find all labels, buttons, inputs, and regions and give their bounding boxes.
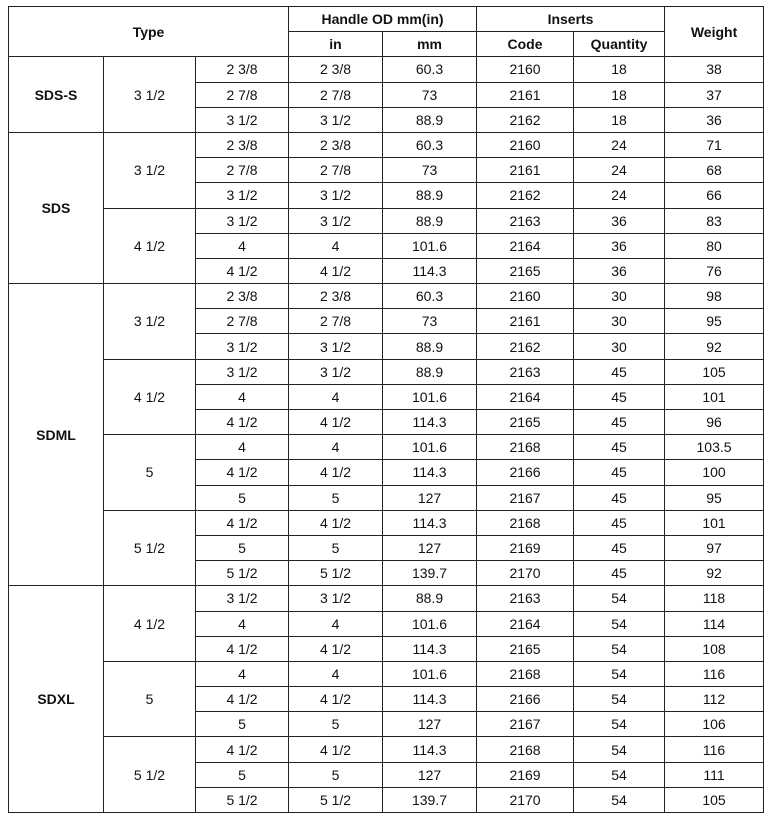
size-cell: 3 1/2 — [104, 57, 196, 133]
code-cell: 2170 — [477, 561, 574, 586]
quantity-cell: 18 — [574, 107, 665, 132]
sub-in-cell: 3 1/2 — [196, 334, 289, 359]
weight-cell: 80 — [665, 233, 764, 258]
weight-cell: 105 — [665, 787, 764, 812]
mm-cell: 114.3 — [383, 636, 477, 661]
mm-cell: 127 — [383, 485, 477, 510]
in-cell: 3 1/2 — [289, 359, 383, 384]
in-cell: 4 — [289, 233, 383, 258]
table-row — [9, 57, 764, 82]
mm-cell: 114.3 — [383, 258, 477, 283]
sub-in-cell: 4 — [196, 233, 289, 258]
mm-cell: 101.6 — [383, 611, 477, 636]
mm-cell: 88.9 — [383, 586, 477, 611]
weight-cell: 116 — [665, 737, 764, 762]
in-cell: 2 7/8 — [289, 309, 383, 334]
sub-in-cell: 4 1/2 — [196, 687, 289, 712]
weight-cell: 71 — [665, 132, 764, 157]
group-name-cell: SDS-S — [9, 57, 104, 133]
code-cell: 2163 — [477, 359, 574, 384]
weight-cell: 96 — [665, 410, 764, 435]
quantity-cell: 36 — [574, 208, 665, 233]
quantity-cell: 45 — [574, 460, 665, 485]
code-cell: 2169 — [477, 535, 574, 560]
quantity-cell: 54 — [574, 611, 665, 636]
in-cell: 2 3/8 — [289, 132, 383, 157]
mm-cell: 60.3 — [383, 132, 477, 157]
table-row — [9, 661, 764, 686]
table-row — [9, 435, 764, 460]
mm-cell: 88.9 — [383, 107, 477, 132]
code-cell: 2165 — [477, 410, 574, 435]
sub-in-cell: 2 7/8 — [196, 309, 289, 334]
in-cell: 5 — [289, 712, 383, 737]
code-cell: 2168 — [477, 435, 574, 460]
table-header — [9, 7, 764, 57]
quantity-cell: 45 — [574, 510, 665, 535]
quantity-cell: 18 — [574, 57, 665, 82]
in-cell: 4 1/2 — [289, 687, 383, 712]
group-name-cell: SDXL — [9, 586, 104, 813]
code-cell: 2166 — [477, 687, 574, 712]
in-cell: 4 — [289, 384, 383, 409]
group-name-cell: SDS — [9, 132, 104, 283]
mm-cell: 127 — [383, 712, 477, 737]
quantity-cell: 45 — [574, 435, 665, 460]
quantity-cell: 36 — [574, 233, 665, 258]
weight-cell: 98 — [665, 284, 764, 309]
mm-cell: 88.9 — [383, 334, 477, 359]
in-cell: 4 1/2 — [289, 258, 383, 283]
weight-cell: 97 — [665, 535, 764, 560]
spec-table — [8, 6, 764, 813]
in-cell: 3 1/2 — [289, 586, 383, 611]
weight-header: Weight — [665, 7, 764, 57]
sub-in-cell: 3 1/2 — [196, 359, 289, 384]
quantity-cell: 45 — [574, 535, 665, 560]
mm-cell: 88.9 — [383, 183, 477, 208]
weight-cell: 92 — [665, 561, 764, 586]
sub-in-cell: 4 1/2 — [196, 737, 289, 762]
in-header: in — [289, 32, 383, 57]
quantity-cell: 54 — [574, 661, 665, 686]
sub-in-cell: 4 — [196, 611, 289, 636]
quantity-cell: 30 — [574, 309, 665, 334]
group-name-cell: SDML — [9, 284, 104, 586]
size-cell: 4 1/2 — [104, 586, 196, 662]
sub-in-cell: 5 1/2 — [196, 787, 289, 812]
sub-in-cell: 4 1/2 — [196, 636, 289, 661]
sub-in-cell: 5 — [196, 762, 289, 787]
weight-cell: 103.5 — [665, 435, 764, 460]
mm-cell: 114.3 — [383, 687, 477, 712]
quantity-cell: 36 — [574, 258, 665, 283]
sub-in-cell: 2 3/8 — [196, 132, 289, 157]
in-cell: 2 3/8 — [289, 284, 383, 309]
code-cell: 2160 — [477, 132, 574, 157]
type-header: Type — [9, 7, 289, 57]
code-cell: 2167 — [477, 712, 574, 737]
weight-cell: 66 — [665, 183, 764, 208]
quantity-cell: 54 — [574, 787, 665, 812]
in-cell: 3 1/2 — [289, 208, 383, 233]
code-cell: 2161 — [477, 309, 574, 334]
weight-cell: 118 — [665, 586, 764, 611]
in-cell: 5 — [289, 485, 383, 510]
size-cell: 4 1/2 — [104, 359, 196, 435]
quantity-cell: 18 — [574, 82, 665, 107]
quantity-cell: 45 — [574, 410, 665, 435]
weight-cell: 112 — [665, 687, 764, 712]
in-cell: 4 1/2 — [289, 410, 383, 435]
quantity-cell: 54 — [574, 636, 665, 661]
mm-cell: 114.3 — [383, 410, 477, 435]
mm-cell: 73 — [383, 309, 477, 334]
weight-cell: 108 — [665, 636, 764, 661]
sub-in-cell: 3 1/2 — [196, 586, 289, 611]
quantity-cell: 24 — [574, 132, 665, 157]
in-cell: 5 — [289, 762, 383, 787]
code-cell: 2168 — [477, 510, 574, 535]
size-cell: 5 — [104, 435, 196, 511]
header-row-1 — [9, 7, 764, 32]
sub-in-cell: 3 1/2 — [196, 208, 289, 233]
table-row — [9, 586, 764, 611]
size-cell: 5 1/2 — [104, 510, 196, 586]
sub-in-cell: 4 1/2 — [196, 410, 289, 435]
sub-in-cell: 4 — [196, 661, 289, 686]
quantity-cell: 54 — [574, 737, 665, 762]
in-cell: 3 1/2 — [289, 334, 383, 359]
sub-in-cell: 3 1/2 — [196, 107, 289, 132]
code-cell: 2165 — [477, 636, 574, 661]
sub-in-cell: 4 1/2 — [196, 258, 289, 283]
quantity-cell: 24 — [574, 183, 665, 208]
mm-cell: 139.7 — [383, 561, 477, 586]
sub-in-cell: 4 — [196, 435, 289, 460]
weight-cell: 76 — [665, 258, 764, 283]
sub-in-cell: 2 3/8 — [196, 57, 289, 82]
in-cell: 4 1/2 — [289, 460, 383, 485]
weight-cell: 105 — [665, 359, 764, 384]
code-cell: 2162 — [477, 334, 574, 359]
sub-in-cell: 4 1/2 — [196, 510, 289, 535]
quantity-cell: 45 — [574, 561, 665, 586]
code-cell: 2164 — [477, 233, 574, 258]
quantity-cell: 30 — [574, 334, 665, 359]
in-cell: 2 3/8 — [289, 57, 383, 82]
mm-cell: 73 — [383, 82, 477, 107]
quantity-cell: 54 — [574, 762, 665, 787]
weight-cell: 106 — [665, 712, 764, 737]
in-cell: 2 7/8 — [289, 158, 383, 183]
sub-in-cell: 5 — [196, 535, 289, 560]
code-cell: 2167 — [477, 485, 574, 510]
code-cell: 2165 — [477, 258, 574, 283]
weight-cell: 111 — [665, 762, 764, 787]
table-row — [9, 208, 764, 233]
table-row — [9, 359, 764, 384]
code-cell: 2169 — [477, 762, 574, 787]
in-cell: 5 1/2 — [289, 787, 383, 812]
mm-cell: 114.3 — [383, 460, 477, 485]
weight-cell: 95 — [665, 309, 764, 334]
code-cell: 2162 — [477, 183, 574, 208]
in-cell: 5 — [289, 535, 383, 560]
code-header: Code — [477, 32, 574, 57]
quantity-cell: 54 — [574, 687, 665, 712]
code-cell: 2160 — [477, 57, 574, 82]
in-cell: 4 — [289, 611, 383, 636]
weight-cell: 116 — [665, 661, 764, 686]
mm-cell: 101.6 — [383, 435, 477, 460]
code-cell: 2168 — [477, 737, 574, 762]
code-cell: 2164 — [477, 611, 574, 636]
size-cell: 4 1/2 — [104, 208, 196, 284]
sub-in-cell: 2 3/8 — [196, 284, 289, 309]
in-cell: 4 1/2 — [289, 510, 383, 535]
in-cell: 5 1/2 — [289, 561, 383, 586]
size-cell: 5 — [104, 661, 196, 737]
weight-cell: 37 — [665, 82, 764, 107]
code-cell: 2166 — [477, 460, 574, 485]
mm-cell: 88.9 — [383, 359, 477, 384]
in-cell: 4 1/2 — [289, 737, 383, 762]
weight-cell: 114 — [665, 611, 764, 636]
sub-in-cell: 4 1/2 — [196, 460, 289, 485]
table-row — [9, 132, 764, 157]
sub-in-cell: 5 — [196, 485, 289, 510]
sub-in-cell: 3 1/2 — [196, 183, 289, 208]
mm-cell: 88.9 — [383, 208, 477, 233]
sub-in-cell: 2 7/8 — [196, 82, 289, 107]
mm-cell: 60.3 — [383, 57, 477, 82]
sub-in-cell: 5 — [196, 712, 289, 737]
in-cell: 2 7/8 — [289, 82, 383, 107]
mm-cell: 127 — [383, 535, 477, 560]
quantity-cell: 45 — [574, 359, 665, 384]
code-cell: 2170 — [477, 787, 574, 812]
table-body — [9, 57, 764, 813]
code-cell: 2162 — [477, 107, 574, 132]
weight-cell: 83 — [665, 208, 764, 233]
mm-header: mm — [383, 32, 477, 57]
size-cell: 3 1/2 — [104, 284, 196, 360]
size-cell: 3 1/2 — [104, 132, 196, 208]
weight-cell: 92 — [665, 334, 764, 359]
weight-cell: 38 — [665, 57, 764, 82]
handle-od-header: Handle OD mm(in) — [289, 7, 477, 32]
quantity-cell: 45 — [574, 384, 665, 409]
inserts-header: Inserts — [477, 7, 665, 32]
quantity-cell: 24 — [574, 158, 665, 183]
quantity-cell: 45 — [574, 485, 665, 510]
weight-cell: 68 — [665, 158, 764, 183]
mm-cell: 101.6 — [383, 384, 477, 409]
code-cell: 2168 — [477, 661, 574, 686]
mm-cell: 101.6 — [383, 233, 477, 258]
in-cell: 4 — [289, 435, 383, 460]
weight-cell: 36 — [665, 107, 764, 132]
weight-cell: 101 — [665, 510, 764, 535]
code-cell: 2163 — [477, 208, 574, 233]
mm-cell: 114.3 — [383, 510, 477, 535]
sub-in-cell: 2 7/8 — [196, 158, 289, 183]
mm-cell: 127 — [383, 762, 477, 787]
table-row — [9, 510, 764, 535]
in-cell: 4 — [289, 661, 383, 686]
in-cell: 3 1/2 — [289, 107, 383, 132]
mm-cell: 139.7 — [383, 787, 477, 812]
sub-in-cell: 4 — [196, 384, 289, 409]
quantity-cell: 30 — [574, 284, 665, 309]
mm-cell: 101.6 — [383, 661, 477, 686]
quantity-cell: 54 — [574, 586, 665, 611]
code-cell: 2164 — [477, 384, 574, 409]
table-row — [9, 284, 764, 309]
code-cell: 2161 — [477, 82, 574, 107]
code-cell: 2160 — [477, 284, 574, 309]
quantity-cell: 54 — [574, 712, 665, 737]
in-cell: 4 1/2 — [289, 636, 383, 661]
quantity-header: Quantity — [574, 32, 665, 57]
weight-cell: 100 — [665, 460, 764, 485]
table-row — [9, 737, 764, 762]
sub-in-cell: 5 1/2 — [196, 561, 289, 586]
mm-cell: 73 — [383, 158, 477, 183]
weight-cell: 101 — [665, 384, 764, 409]
in-cell: 3 1/2 — [289, 183, 383, 208]
size-cell: 5 1/2 — [104, 737, 196, 813]
mm-cell: 114.3 — [383, 737, 477, 762]
code-cell: 2161 — [477, 158, 574, 183]
weight-cell: 95 — [665, 485, 764, 510]
mm-cell: 60.3 — [383, 284, 477, 309]
code-cell: 2163 — [477, 586, 574, 611]
